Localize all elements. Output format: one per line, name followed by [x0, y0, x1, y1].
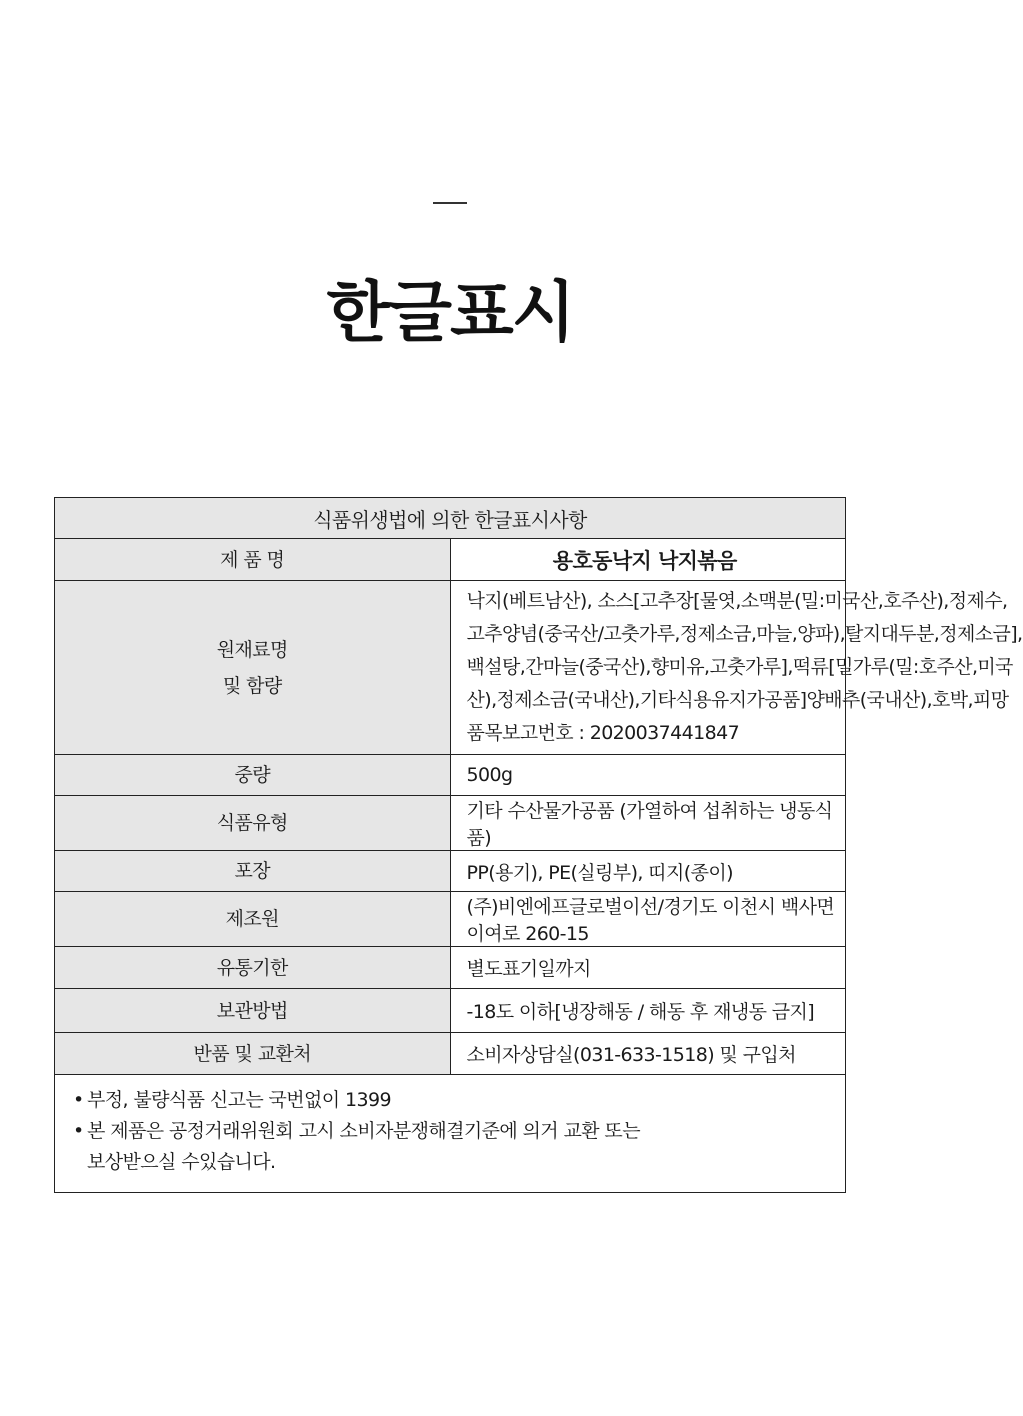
- table-row-expiry: [55, 947, 846, 989]
- returns-value: 소비자상담실(031-633-1518) 및 구입처: [450, 1033, 846, 1075]
- storage-label: 보관방법: [55, 989, 451, 1033]
- notes-cell: [55, 1075, 846, 1193]
- note-text-continued: 보상받으실 수있습니다.: [87, 1151, 276, 1173]
- note-text: 본 제품은 공정거래위원회 고시 소비자분쟁해결기준에 의거 교환 또는: [87, 1120, 640, 1142]
- korean-label-table: [54, 497, 1023, 1193]
- table-row-ingredients: [55, 581, 846, 755]
- food-type-label: 식품유형: [55, 796, 451, 851]
- manufacturer-value: (주)비엔에프글로벌이선/경기도 이천시 백사면 이여로 260-15: [450, 892, 846, 947]
- title-divider: [433, 202, 467, 204]
- product-name-label: 제 품 명: [55, 539, 451, 581]
- manufacturer-label: 제조원: [55, 892, 451, 947]
- expiry-value: 별도표기일까지: [450, 947, 846, 989]
- product-name-value: 용호동낙지 낙지볶음: [450, 539, 846, 581]
- ingredients-line: 고추양념(중국산/고춧가루,정제소금,마늘,양파),탈지대두분,정제소금],: [466, 623, 1023, 645]
- table-caption: 식품위생법에 의한 한글표시사항: [55, 498, 846, 539]
- packaging-label: 포장: [55, 851, 451, 892]
- table-row-manufacturer: [55, 892, 846, 947]
- page-title: 한글표시: [326, 274, 574, 351]
- food-type-value: 기타 수산물가공품 (가열하여 섭취하는 냉동식품): [450, 796, 846, 851]
- table-caption-row: [55, 498, 846, 539]
- returns-label: 반품 및 교환처: [55, 1033, 451, 1075]
- ingredients-label: [55, 581, 451, 755]
- table-row-storage: [55, 989, 846, 1033]
- storage-value: -18도 이하[냉장해동 / 해동 후 재냉동 금지]: [450, 989, 846, 1033]
- bullet-icon: •: [73, 1089, 84, 1111]
- weight-value: 500g: [450, 755, 846, 796]
- table-row-weight: [55, 755, 846, 796]
- ingredients-value: [450, 581, 1023, 755]
- table-row-notes: [55, 1075, 846, 1193]
- weight-label: 중량: [55, 755, 451, 796]
- bullet-icon: •: [73, 1120, 84, 1142]
- ingredients-label-line1: 원재료명: [216, 638, 288, 661]
- ingredients-line: 낙지(베트남산), 소스[고추장[물엿,소맥분(밀:미국산,호주산),정제수,: [466, 590, 1008, 612]
- ingredients-line: 백설탕,간마늘(중국산),향미유,고춧가루],떡류[밀가루(밀:호주산,미국: [466, 656, 1013, 678]
- note-item: [73, 1085, 829, 1116]
- table-row-packaging: [55, 851, 846, 892]
- packaging-value: PP(용기), PE(실링부), 띠지(종이): [450, 851, 846, 892]
- report-number-line: 품목보고번호 : 2020037441847: [466, 722, 740, 744]
- note-text: 부정, 불량식품 신고는 국번없이 1399: [87, 1089, 391, 1111]
- note-item: [73, 1116, 829, 1178]
- ingredients-line: 산),정제소금(국내산),기타식용유지가공품]양배추(국내산),호박,피망: [466, 689, 1009, 711]
- ingredients-label-line2: 및 함량: [222, 674, 282, 697]
- table-row-returns: [55, 1033, 846, 1075]
- expiry-label: 유통기한: [55, 947, 451, 989]
- table-row-food-type: [55, 796, 846, 851]
- table-row-product: [55, 539, 846, 581]
